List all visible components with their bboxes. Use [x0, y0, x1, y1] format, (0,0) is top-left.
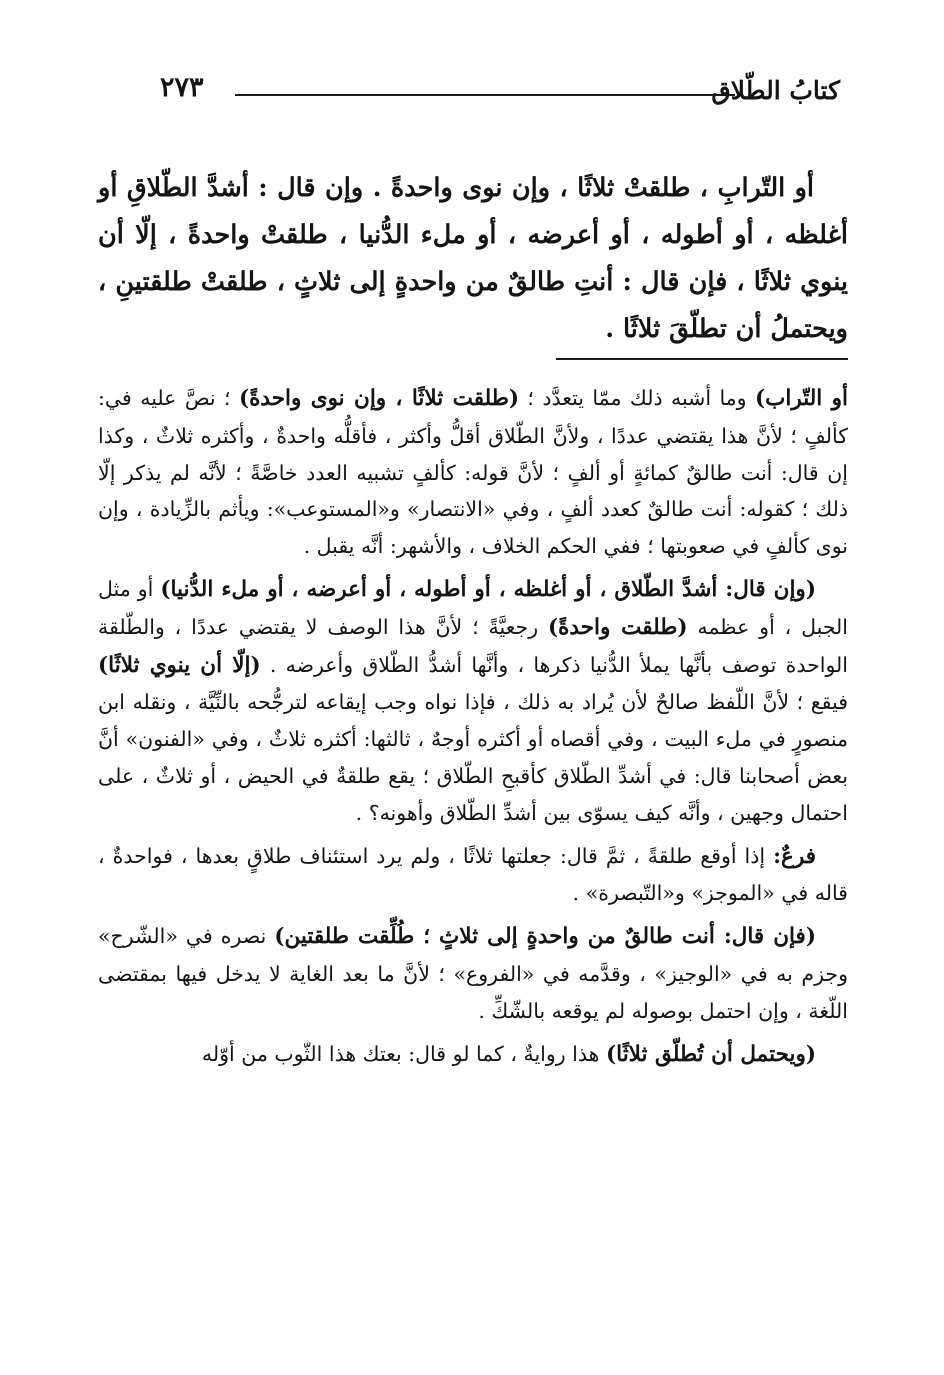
commentary-2-text: أو مثل الجبل ، أو عظمه [98, 576, 849, 639]
header-rule [235, 94, 735, 96]
main-text-block [98, 165, 848, 353]
footnote-separator [556, 358, 848, 360]
commentary-5-bold: (ويحتمل أن تُطلّق ثلاثًا) [605, 1041, 816, 1067]
commentary-paragraph-5 [98, 1036, 848, 1074]
commentary-2-text2: رجعيَّةً ؛ لأنَّ هذا الوصف لا يقتضي عددًا ، والطّلقة الواحدة توصف بأنَّها يملأ الدُّنيا ذكرها ، وأنَّها أشدُّ الطّلاق وأعرضه . [98, 614, 848, 677]
page-number: ٢٧٣ [160, 72, 204, 103]
commentary-1-text2: ؛ نصَّ عليه في: كألفٍ ؛ لأنَّ هذا يقتضي عددًا ، ولأنَّ الطّلاق أقلُّ وأكثر ، فأقلُّه واحدةٌ ، وأكثره ثلاثٌ ، وكذا إن قال: أنت طالقٌ كمائةٍ أو ألفٍ ؛ لأنَّ قوله: كألفٍ تشبيه العدد خاصَّةً ؛ لأنَّه لم يذكر إلّا ذلك ؛ كقوله: أنت طالقٌ كعدد ألفٍ ، وفي «الانتصار» و«المستوعب»: ويأثم بالزِّيادة ، وإن نوى كألفٍ في صعوبتها ؛ ففي الحكم الخلاف ، والأشهر: أنَّه يقبل . [98, 386, 848, 559]
chapter-title: كتابُ الطّلاق [711, 76, 840, 105]
commentary-1-bold2: (طلقت ثلاثًا ، وإن نوى واحدةً) [238, 386, 519, 411]
commentary-5-text: هذا روايةٌ ، كما لو قال: بعتك هذا الثّوب من أوّله [201, 1041, 606, 1066]
commentary-3-bold: فرعٌ: [773, 843, 816, 869]
commentary-2-bold2: (طلقت واحدةً) [547, 614, 688, 640]
commentary-paragraph-2 [98, 571, 848, 832]
commentary-4-text: نصره في «الشّرح» وجزم به في «الوجيز» ، وقدَّمه في «الفروع» ؛ لأنَّ ما بعد الغاية لا يدخل فيها بمقتضى اللّغة ، وإن احتمل بوصوله لم يوقعه بالشّكِّ . [98, 924, 848, 1023]
commentary-3-text: إذا أوقع طلقةً ، ثمَّ قال: جعلتها ثلاثًا ، ولم يرد استئناف طلاقٍ بعدها ، فواحدةٌ ، قاله في «الموجز» و«التّبصرة» . [98, 843, 848, 906]
commentary-2-bold3: (إلّا أن ينوي ثلاثًا) [98, 652, 261, 678]
commentary-1-bold: أو التّراب) [754, 386, 848, 411]
commentary-1-text: وما أشبه ذلك ممّا يتعدَّد ؛ [519, 386, 755, 410]
commentary-2-text3: فيقع ؛ لأنَّ اللّفظ صالحٌ لأن يُراد به ذلك ، فإذا نواه وجب إيقاعه لترجُّحه بالنِّيَّة ، ونقله ابن منصورٍ في ملء البيت ، وفي أقصاه أو أكثره أوجهٌ ، ثالثها: أكثره ثلاثٌ ، وفي «الفنون» أنَّ بعض أصحابنا قال: في أشدِّ الطّلاق كأقبحِ الطّلاق ؛ يقع طلقةٌ في الحيض ، أو ثلاثٌ ، على احتمال وجهين ، وأنَّه كيف يسوّى بين أشدِّ الطّلاق وأهونه؟ . [98, 690, 848, 825]
commentary-block [98, 380, 848, 1079]
commentary-paragraph-4 [98, 918, 848, 1029]
commentary-paragraph-1 [98, 380, 848, 565]
page-header [150, 72, 840, 120]
commentary-2-bold: (وإن قال: أشدَّ الطّلاق ، أو أغلظه ، أو أطوله ، أو أعرضه ، أو ملء الدُّنيا) [160, 576, 816, 602]
commentary-4-bold: (فإن قال: أنت طالقٌ من واحدةٍ إلى ثلاثٍ ؛ طُلِّقت طلقتين) [274, 924, 816, 950]
commentary-paragraph-3 [98, 838, 848, 913]
main-paragraph: أو التّرابِ ، طلقتْ ثلاثًا ، وإن نوى واحدةً . وإن قال : أشدَّ الطّلاقِ أو أغلظه ، أو أطوله ، أو أعرضه ، أو ملء الدُّنيا ، طلقتْ واحدةً ، إلّا أن ينوي ثلاثًا ، فإن قال : أنتِ طالقٌ من واحدةٍ إلى ثلاثٍ ، طلقتْ طلقتينِ ، ويحتملُ أن تطلّقَ ثلاثًا . [98, 173, 848, 344]
